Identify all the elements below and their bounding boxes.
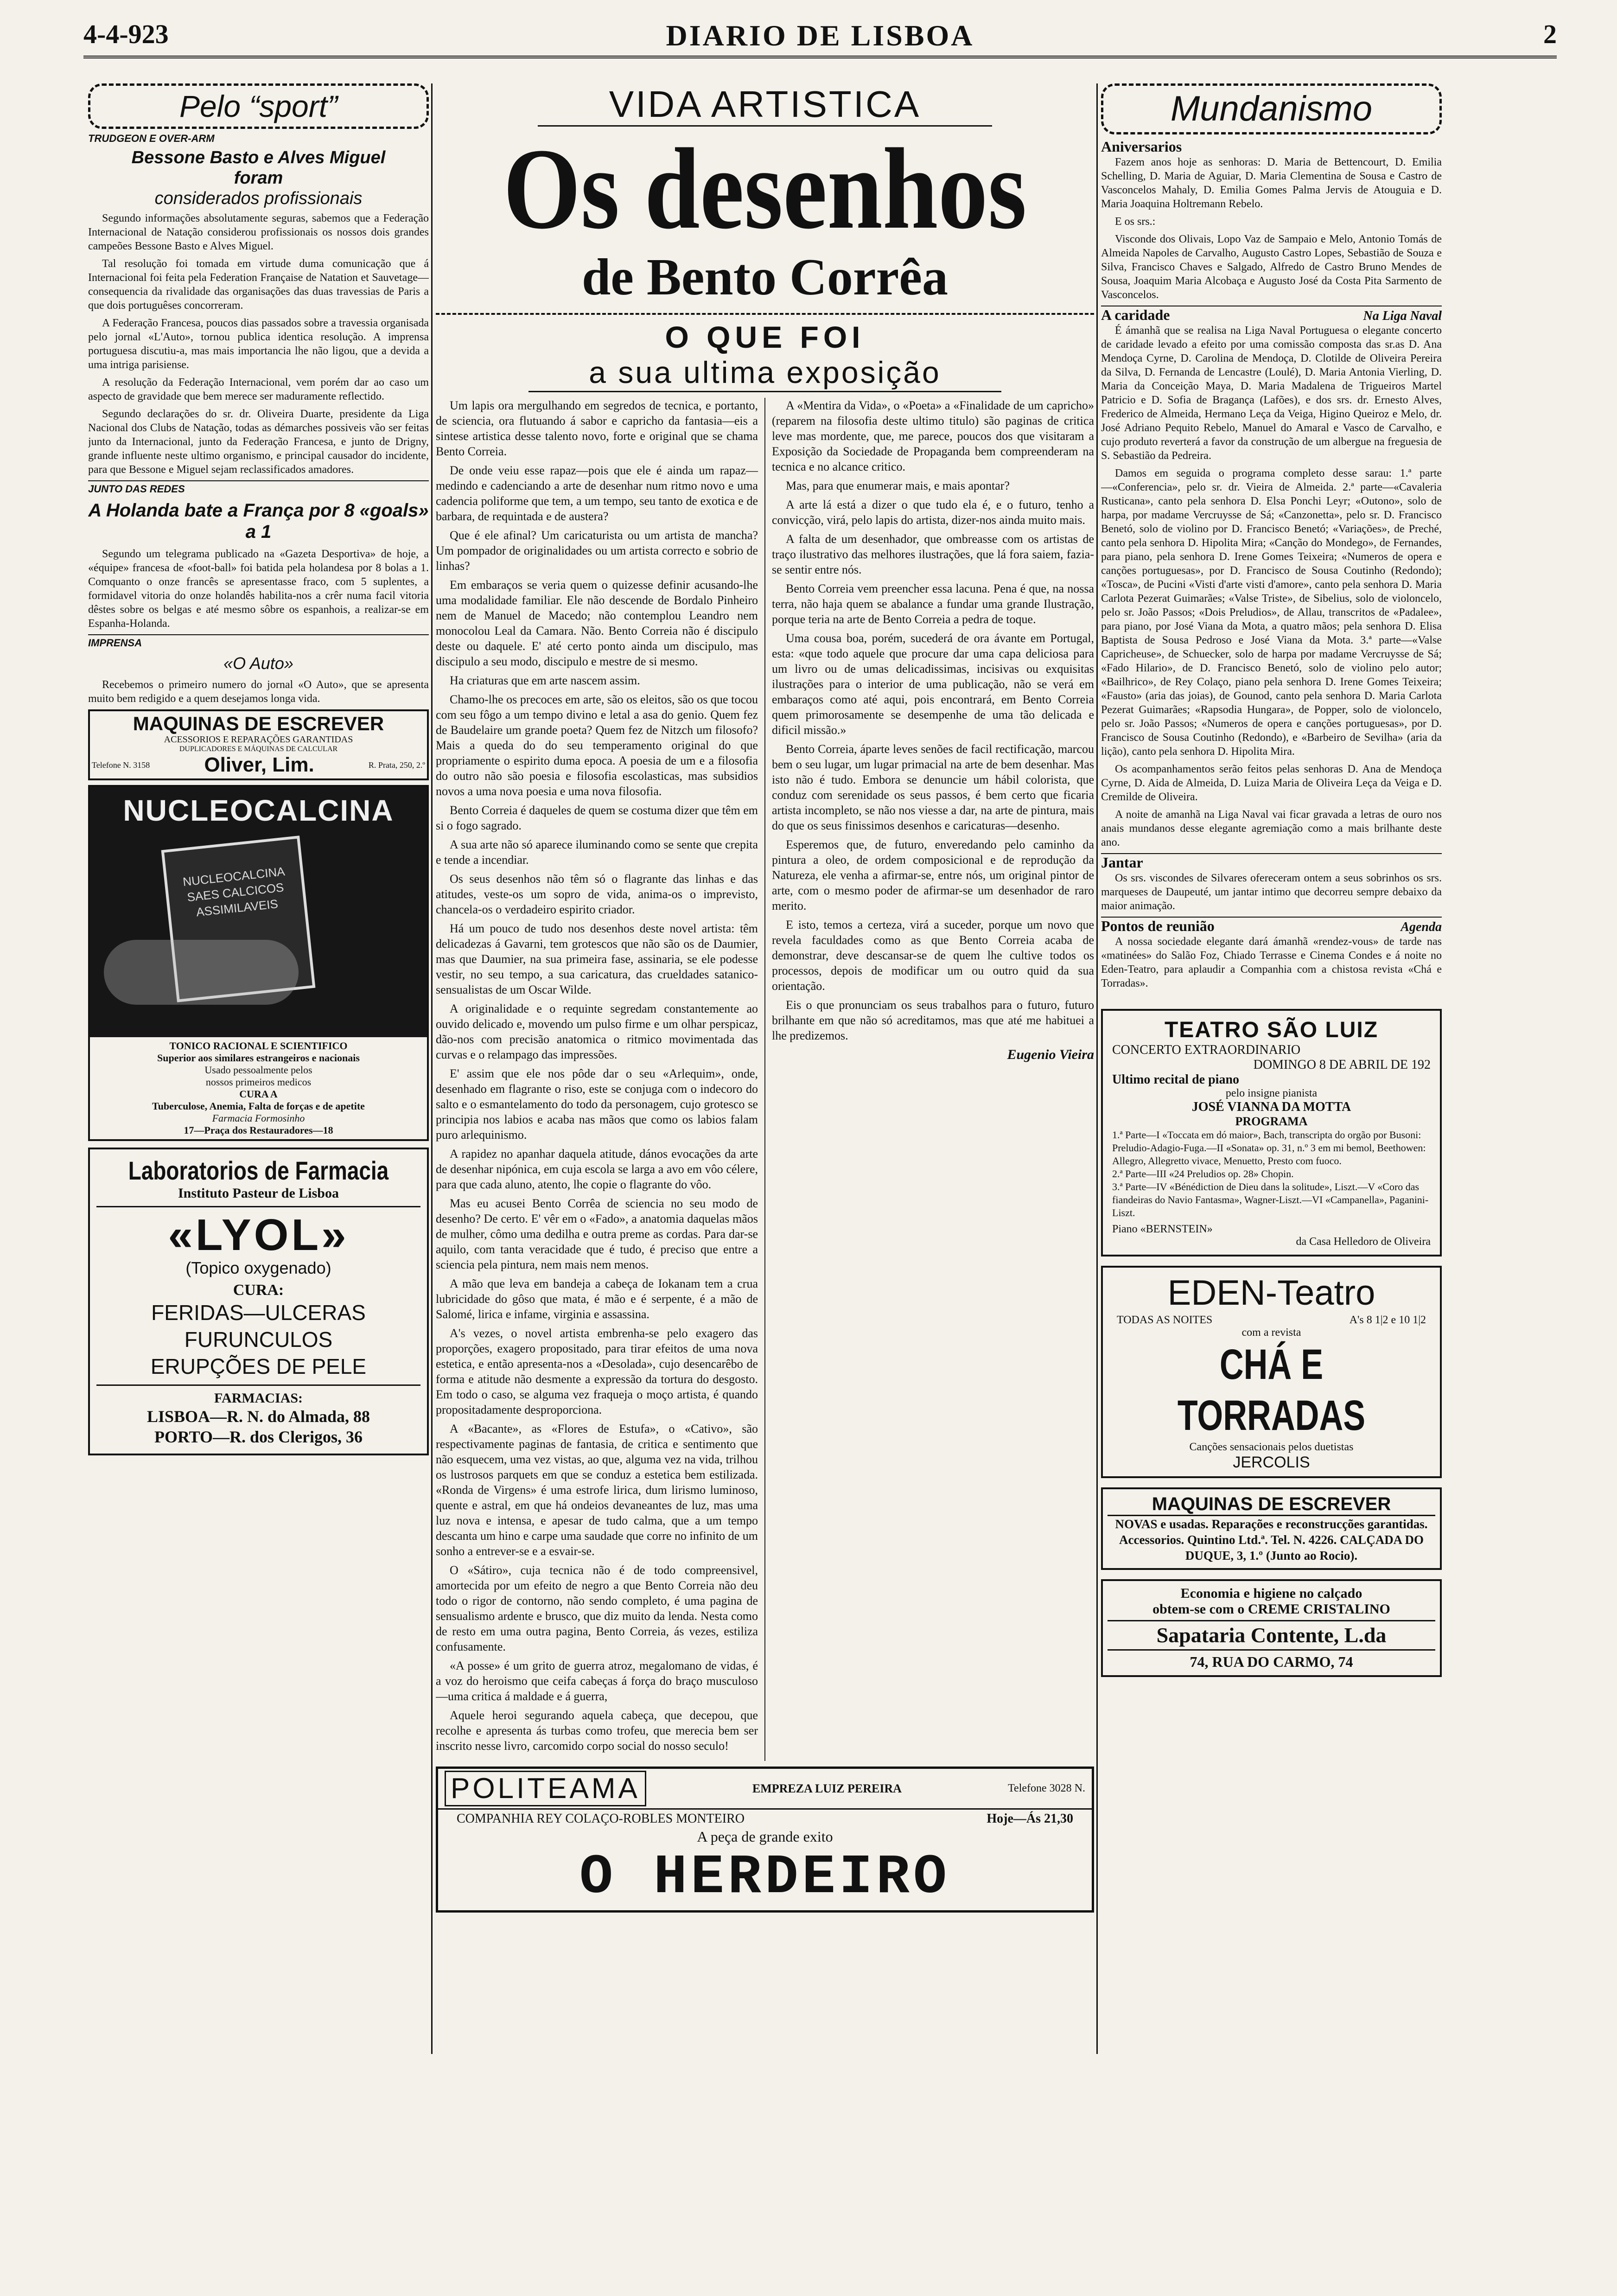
- ad-line: Ultimo recital de piano: [1112, 1072, 1240, 1087]
- subheading: Jantar: [1101, 853, 1442, 871]
- column-rule: [1096, 83, 1098, 2054]
- article-body: [436, 398, 1094, 1761]
- issue-date: 4-4-923: [83, 19, 169, 49]
- ad-title: TEATRO SÃO LUIZ: [1164, 1018, 1379, 1042]
- ad-line: Hoje—Ás 21,30: [987, 1811, 1073, 1826]
- ad-line: obtem-se com o CREME CRISTALINO: [1152, 1601, 1390, 1617]
- paragraph: Recebemos o primeiro numero do jornal «O Auto», que se apresenta muito bem redigido e a quem desejamos longa vida.: [88, 679, 429, 705]
- product-desc: (Topico oxygenado): [185, 1258, 331, 1277]
- lyol-ad: [88, 1148, 429, 1455]
- paragraph: A sua arte não só aparece iluminando como se sente que crepita e tende a incendiar.: [436, 838, 758, 867]
- paragraph: Uma cousa boa, porém, sucederá de ora ávante em Portugal, esta: «que todo aquele que procure dar uma capa deliciosa para um livro ou de umas delicadissimas, incisivas ou exquisitas ilustrações para o interior de uma publicação, não se verá em embaraços como até aqui, pois encontrará, em Bento Correia quem primorosamente se desempenhe de uma tão delicada e dificil missão.»: [772, 631, 1094, 737]
- paragraph: Em embaraços se veria quem o quizesse definir acusando-lhe uma modalidade familiar. Ele não descende de Bordalo Pinheiro nem de Manuel de Macedo; não contemplou Leandro nem monocolou Leal da Camara. Não. Bento Correia não é discipulo deste ou daquele. E' até certo ponto ainda um discipulo, mas discipulo a seu modo, discipulo e mestre de si mesmo.: [436, 578, 758, 668]
- ad-line: ERUPÇÕES DE PELE: [150, 1354, 367, 1378]
- paragraph: E isto, temos a certeza, virá a suceder, porque um novo que revela faculdades como as que Bento Correia acaba de demonstrar, deve descansar-se de quem lhe cultive todos os processos, depois de modificar um ou outro quid da sua orientação.: [772, 918, 1094, 993]
- paragraph: Os srs. viscondes de Silvares ofereceram ontem a seus sobrinhos os srs. marqueses de Daupeuté, um jantar intimo que decorreu sempre debaixo da maior animação.: [1101, 872, 1442, 912]
- ad-subtitle: Instituto Pasteur de Lisboa: [178, 1186, 339, 1201]
- paragraph: Mas eu acusei Bento Corrêa de sciencia no seu modo de desenho? De certo. E' vêr em o «Fado», a anatomia daquelas mãos de mulher, cômo uma dedilha e outra preme as cordas. Para dar-se aquilo, com tanta veracidade que é tudo, é preciso que entre a sciencia pela pintura, nem mais nem menos.: [436, 1197, 758, 1271]
- ad-line: LISBOA—R. N. do Almada, 88: [146, 1407, 370, 1426]
- ad-address: R. Prata, 250, 2.º: [368, 760, 425, 770]
- hand-shape: [104, 940, 299, 1005]
- headline-line: foram: [234, 168, 283, 188]
- paragraph: A «Mentira da Vida», o «Poeta» a «Finalidade de um capricho» (reparem na filosofia deste ultimo titulo) são paginas de critica leve mas mordente, que, me parece, poucos dos que visitaram a Exposição da Sociedade de Propaganda bem compreenderam na tecnica e no alcance critico.: [772, 399, 1094, 473]
- ad-title: MAQUINAS DE ESCREVER: [133, 713, 384, 734]
- ad-line: TONICO RACIONAL E SCIENTIFICO: [169, 1040, 348, 1052]
- headline-line: considerados profissionais: [154, 189, 363, 208]
- paragraph: A arte lá está a dizer o que tudo ela é, e o futuro, tenho a convicção, virá, pelo lapis do artista, dizer-nos ainda muito mais.: [772, 498, 1094, 527]
- headline: «O Auto»: [223, 654, 293, 673]
- play-title: O HERDEIRO: [579, 1846, 951, 1909]
- ad-title: Laboratorios de Farmacia: [128, 1156, 389, 1185]
- ad-line: Piano «BERNSTEIN»: [1112, 1223, 1213, 1235]
- paragraph: Segundo um telegrama publicado na «Gazeta Desportiva» de hoje, a «équipe» francesa de «foot-ball» foi batida pela holandesa por 8 bolas a 1. Comquanto o onze francês se apresentasse fraco, com 5 suplentes, a formidavel vitoria do onze holandês habilita-nos a crêr numa facil vitoria dêstes sobre os belgas e até mesmo sôbre os espanhois, a realizar-se em Espanha-Holanda.: [88, 548, 429, 630]
- paragraph: Tal resolução foi tomada em virtude duma comunicação que á Internacional foi feita pela Federation Française de Natation et Sauvetage—consequencia da rivalidade das organisações das duas travessias de Paris a que dois portuguêses concorreram.: [88, 258, 429, 312]
- paragraph: O «Sátiro», cuja tecnica não é de todo compreensivel, amortecida por um efeito de negro a que Bento Correia não deu todo o rigor de contorno, não sendo completo, é uma pagina de sensualismo ardente e brusco, que diz muito da lenda. Nesta como de resto em uma outra pagina, Bento Correia, ás vezes, estiliza confusamente.: [436, 1563, 758, 1653]
- ad-line: 2.ª Parte—III «24 Preludios op. 28» Chopin.: [1112, 1168, 1294, 1180]
- ad-line: CURA A: [239, 1088, 278, 1100]
- headline: [88, 147, 429, 209]
- section-banner: [88, 83, 429, 129]
- ad-illustration: [90, 787, 427, 1037]
- ad-line: PROGRAMA: [1235, 1115, 1308, 1128]
- ad-line: 74, RUA DO CARMO, 74: [1190, 1653, 1353, 1670]
- ad-line: 17—Praça dos Restauradores—18: [184, 1124, 333, 1136]
- ad-line: EMPREZA LUIZ PEREIRA: [752, 1781, 902, 1795]
- paragraph: E' assim que ele nos pôde dar o seu «Arlequim», onde, desenhado em flagrante o riso, este se conjuga com o indecoro do salto e o esmantelamento do todo da personagem, cujo grotesco se principia nos labios e acaba nas mãos que como os labios falam puro arlequinismo.: [436, 1067, 758, 1142]
- byline: Eugenio Vieira: [1007, 1047, 1094, 1062]
- ad-line: PORTO—R. dos Clerigos, 36: [154, 1428, 363, 1446]
- article-body: [1101, 871, 1442, 913]
- ad-line: Usado pessoalmente pelos: [204, 1064, 312, 1076]
- ad-line: pelo insigne pianista: [1225, 1087, 1318, 1099]
- shoe-polish-ad: [1101, 1579, 1442, 1677]
- headline-line: Bessone Basto e Alves Miguel: [131, 148, 386, 167]
- subheading: Agenda: [1401, 920, 1442, 934]
- show-title: CHÁ E TORRADAS: [1177, 1341, 1366, 1439]
- ad-line: JOSÉ VIANNA DA MOTTA: [1191, 1100, 1351, 1114]
- paragraph: Os seus desenhos não têm só o flagrante das linhas e das atitudes, veste-os um sopro de vida, anima-os o imprevisto, chancela-os o verdadeiro espirito criador.: [436, 872, 758, 916]
- paragraph: De onde veiu esse rapaz—pois que ele é ainda um rapaz—medindo e cadenciando a arte de desenhar num ritmo novo e uma cadencia poliforme que tem, a um tempo, seu tanto de exotica e de barbara, de requintada e de austera?: [436, 464, 758, 523]
- ad-line: Superior aos similares estrangeiros e nacionais: [157, 1052, 360, 1064]
- column-rule: [431, 83, 433, 2054]
- article-body: [1101, 155, 1442, 302]
- paragraph: A's vezes, o novel artista embrenha-se pelo exagero das proporções, exagero propositado, para tirar efeitos de uma nova estetica, e então apresenta-nos a «Desolada», cujo desencarêbo de forma e atitude não desmente a expressão da tortura do desgosto. Em todo o caso, se alguma vez fraqueja o moço artista, é quando propositadamente desproporciona.: [436, 1327, 758, 1416]
- ad-title: EDEN-Teatro: [1167, 1273, 1375, 1313]
- ad-line: 3.ª Parte—IV «Bénédiction de Dieu dans la solitude», Liszt.—V «Coro das fiandeiras do Navio Fantasma», Wagner-Liszt.—VI «Campanella», Paganini-Liszt.: [1112, 1181, 1429, 1218]
- paragraph: Há um pouco de tudo nos desenhos deste novel artista: têm delicadezas á Gavarni, tem grotescos que não são os de Daumier, mas que Daumier, na sua primeira fase, assinaria, se ele podesse vestir, no seu tempo, a sua caricatura, das crueldades satanico-sensualistas de um Oscar Wilde.: [436, 922, 758, 996]
- article-body: [1101, 324, 1442, 849]
- ad-title: NUCLEOCALCINA: [123, 794, 394, 827]
- typewriter-ad: [88, 709, 429, 780]
- eden-teatro-ad: [1101, 1266, 1442, 1478]
- store-name: Sapataria Contente, L.da: [1108, 1620, 1435, 1651]
- deck: O QUE FOI: [665, 320, 865, 354]
- ad-phone: Telefone 3028 N.: [1008, 1782, 1085, 1794]
- ad-line: com a revista: [1241, 1327, 1301, 1339]
- ad-line: ACESSORIOS E REPARAÇÕES GARANTIDAS: [164, 734, 353, 745]
- society-column: [1101, 83, 1442, 2054]
- subheading: Pontos de reunião: [1101, 918, 1215, 934]
- sao-luiz-ad: [1101, 1009, 1442, 1256]
- paragraph: A falta de um desenhador, que ombreasse com os artistas de traço ilustrativo das melhores ilustrações, que lá fora saiem, fazia-se sentir entre nós.: [772, 532, 1094, 576]
- paragraph: Fazem anos hoje as senhoras: D. Maria de Bettencourt, D. Emilia Schelling, D. Maria de Aguiar, D. Maria Clementina de Sousa e Castro de Vasconcelos Mahaly, D. Emilia Gomes Palma Jervis de Atouguia e D. Maria Joaquina Holtremann Rebelo.: [1101, 156, 1442, 210]
- paragraph: E os srs.:: [1115, 216, 1156, 228]
- ad-title: MAQUINAS DE ESCREVER: [1108, 1494, 1435, 1516]
- section-title: VIDA ARTISTICA: [538, 83, 992, 127]
- subheading: Na Liga Naval: [1363, 309, 1442, 323]
- paragraph: Eis o que pronunciam os seus trabalhos para o futuro, futuro brilhante em que não só acreditamos, mas que até me habituei a lhe predizemos.: [772, 998, 1094, 1042]
- theater-name: POLITEAMA: [445, 1771, 646, 1806]
- kicker: TRUDGEON E OVER-ARM: [88, 133, 215, 144]
- subheading: A caridade: [1101, 306, 1170, 323]
- ad-line: Tuberculose, Anemia, Falta de forças e de apetite: [152, 1100, 365, 1112]
- paragraph: Aquele heroi segurando aquela cabeça, que decepou, que recolhe e apresenta ás turbas como trofeu, que merecia bem ser inscrito nesse livro, carcomido corpo social do nosso seculo!: [436, 1709, 758, 1753]
- nucleocalcina-ad: [88, 785, 429, 1141]
- ad-line: Canções sensacionais pelos duetistas: [1189, 1441, 1354, 1453]
- paragraph: A «Bacante», as «Flores de Estufa», o «Cativo», são respectivamente paginas de fantasia, de critica e sentimento que não esquecem, uma vez vistas, ao que, alguma vez na vida, trilhou os lustrosos parquets em que se conduz a estetica bem estilizada. «Ronda de Virgens» é uma estrofe lirica, dum lirismo luminoso, quente e astral, em que há ondeios devaneantes de luz, mas uma luz nova e intensa, e apesar de tudo calma, que a um tempo descanta um hino e carpe uma saudade que corre no infinito de um sonho a entrever-se e a esvair-se.: [436, 1422, 758, 1558]
- paragraph: Que é ele afinal? Um caricaturista ou um artista de mancha? Um pompador de originalidades ou um artista correcto e sobrio de linhas?: [436, 529, 758, 573]
- ad-line: FARMACIAS:: [214, 1390, 303, 1406]
- article-body: [88, 547, 429, 631]
- paragraph: Segundo informações absolutamente seguras, sabemos que a Federação Internacional de Natação considerou profissionais os nossos dois grandes campeões Bessone Basto e Alves Miguel.: [88, 212, 429, 252]
- paragraph: Mas, para que enumerar mais, e mais apontar?: [786, 479, 1010, 492]
- paragraph: Visconde dos Olivais, Lopo Vaz de Sampaio e Melo, Antonio Tomás de Almeida Napoles de Carvalho, Augusto Castro Lopes, Sebastião de Souza e Silva, Francisco Chaves e Salgado, Alfredo de Castro Bruno Mendes de Sousa, Joaquim Maria Alcobaça e Augusto José da Costa Pita Sarmento de Vasconcelos.: [1101, 233, 1442, 301]
- newspaper-title: DIARIO DE LISBOA: [666, 19, 974, 52]
- paragraph: «A posse» é um grito de guerra atroz, megalomano de vidas, é a voz do heroismo que ceifa cabeças á força do braço musculoso—uma critica á maldade e á guerra,: [436, 1659, 758, 1703]
- ad-line: Farmacia Formosinho: [212, 1112, 305, 1124]
- paragraph: Chamo-lhe os precoces em arte, são os eleitos, são os que tocou com seu fôgo a um tempo divino e letal a asa do genio. Quem fez de Baudelaire um grande poeta? Quem fez de Nitzch um filosofo? Mais a queda do do seu temperamento original do que propriamente o espirito duma epoca. A poesia de um e a filosofia do outro não são poesia e filosofia escolasticas, mas subsidios novos a uma nova poesia e uma nova filosofia.: [436, 693, 758, 798]
- ad-line: DOMINGO 8 DE ABRIL DE 192: [1253, 1058, 1431, 1072]
- ad-line: TODAS AS NOITES: [1117, 1314, 1213, 1326]
- ad-line: A's 8 1|2 e 10 1|2: [1349, 1314, 1426, 1326]
- paragraph: Esperemos que, de futuro, enveredando pelo caminho da pintura a oleo, de ordem composicional e de reprodução da Natureza, ele venha a afirmar-se, entre nós, um original pintor de arte, com o mesmo poder de afirmar-se um desenhador de raro merito.: [772, 838, 1094, 912]
- ad-line: DUPLICADORES E MÁQUINAS DE CALCULAR: [179, 745, 338, 753]
- typewriter-ad-2: [1101, 1487, 1442, 1570]
- product-box: NUCLEOCALCINA SAES CALCICOS ASSIMILAVEIS: [161, 835, 316, 1002]
- deck: a sua ultima exposição: [528, 354, 1001, 392]
- ad-line: Economia e higiene no calçado: [1180, 1586, 1362, 1601]
- product-name: «LYOL»: [168, 1210, 349, 1260]
- section-banner: [1101, 83, 1442, 134]
- paragraph: Bento Correia, áparte leves senões de facil rectificação, marcou bem o seu lugar, um lugar primacial na arte de bem desenhar. Mas isto não é tudo. Embora se denuncie um hábil colorista, que conduz com serenidade os seus passos, é bem certo que ficaria artista incompleto, se não nos viesse a dar, na arte de pintura, mais do que os seus finissimos desenhos e caricaturas—desenho.: [772, 742, 1094, 832]
- ad-line: A peça de grande exito: [697, 1828, 833, 1845]
- paragraph: A nossa sociedade elegante dará ámanhã «rendez-vous» de tarde nas «matinées» do Salão Foz, Chiado Terrasse e Cinema Condes e á noite no Eden-Teatro, para aplaudir a Companhia com a chistosa revista «Chá e Torradas».: [1101, 936, 1442, 989]
- section-title: Pelo “sport”: [179, 89, 338, 123]
- paragraph: A noite de amanhã na Liga Naval vai ficar gravada a letras de ouro nos anais mundanos desse elegante agremiação como a mais brilhante deste ano.: [1101, 809, 1442, 848]
- section-title: Mundanismo: [1170, 89, 1373, 128]
- page-number: 2: [1543, 19, 1557, 49]
- paragraph: Bento Correia é daqueles de quem se costuma dizer que têm em si o fogo sagrado.: [436, 804, 758, 832]
- ad-line: COMPANHIA REY COLAÇO-ROBLES MONTEIRO: [457, 1811, 745, 1826]
- paragraph: A rapidez no apanhar daquela atitude, dános evocações da arte de desenhar nipónica, em cuja escola se larga a avo em vôo célere, para que cada aluno, atento, lhe copie o flagrante do vôo.: [436, 1147, 758, 1191]
- paragraph: Damos em seguida o programa completo desse sarau: 1.ª parte—«Conferencia», pelo sr. dr. Vieira de Almeida. 2.ª parte—«Cavaleria Rusticana», canto pela senhora D. Elsa Ponchi Leyr; «Outono», solo de harpa, por madame Vercruysse de Sá; «Canzonetta», pelo sr. D. Francisco Benetó, solo de violino por D. Francisco Benetó; «Variações», de Preché, canto pela senhora D. Hipolita Mira; «Canção do Mondego», de Fernandes, para piano, pela senhora D. Irene Gomes Teixeira; «Numeros de opera e canções portuguesas», por D. Francisco de Sousa Coutinho (Redondo); «Tosca», de Pucini «Visti d'arte visti d'amore», canto pela senhora D. Maria Carlota Pezerat Guimarães; «Valse Triste», de Sibelius, solo de violoncelo, pelo sr. João Passos; «Dois Preludios», de Allau, transcritos de «Padalee», para piano, por José Viana da Mota, a quatro mãos; pela senhora D. Elisa Baptista de Sousa Pedroso e José Viana da Mota. 3.ª parte—«Valse Capricheuse», de Schuecker, solo de harpa por madame Vercruysse de Sá; «Fado Hilario», de D. Francisco Benetó, solo de violino pelo autor; «Bailhrico», de Rey Colaço, piano pela senhora D. Irene Gomes Teixeira; «Fausto» (aria das joias), de Gounod, canto pela senhora D. Maria Carlota Pezerat Guimarães; «Rapsodia Hungara», de Popper, solo de violoncelo, pelo sr. João Passos; «Numeros de opera e canções portuguesas», por D. Francisco de Sousa Coutinho (Redondo), e «Barbeiro de Sevilha» (aria da lição), canto pela senhora D. Hipolita Mira.: [1101, 467, 1442, 758]
- subheadline: de Bento Corrêa: [581, 249, 948, 306]
- paragraph: A mão que leva em bandeja a cabeça de Iokanam tem a crua lubricidade do gôso que mata, é mão e é serpente, é a mão de Salomé, lirica e infame, virginia e assassina.: [436, 1277, 758, 1321]
- paragraph: É ámanhã que se realisa na Liga Naval Portuguesa o elegante concerto de caridade levado a efeito por uma comissão composta das sr.as D. Ana Mendoça Cyrne, D. Carolina de Mendoça, D. Clotilde de Oliveira Pereira da Silva, D. Fernanda de Lencastre (Loulé), D. Maria Antonia Vierling, D. Maria da Conceição Maya, D. Maria Madalena de Trigueiros Martel Patricio e D. Sofia de Bragança (Lafões), e dos srs. dr. Ernesto Alves, Frederico de Almeida, Hermano Leça da Veiga, Higino Queiroz e Melo, dr. José Adriano Pequito Rebelo, Manuel do Amaral e Vasco de Carvalho, e cujo produto reverterá a favor da construção de um albergue na freguesia de S. Sebastião da Pedreira.: [1101, 325, 1442, 462]
- paragraph: A Federação Francesa, poucos dias passados sobre a travessia organisada pelo jornal «L'Auto», tornou publica identica resolução. A imprensa portuguesa discutiu-a, mas mais importancia lhe não ligou, que a devida a uma intriga parisiense.: [88, 317, 429, 371]
- ad-line: FURUNCULOS: [184, 1327, 333, 1352]
- paragraph: Segundo declarações do sr. dr. Oliveira Duarte, presidente da Liga Nacional dos Clubs de Natação, todas as démarches possiveis vão ser feitas junto da Internacional, junto da Federação Francesa, e junto de Drigny, grande influente neste ultimo organismo, e principal causador do incidente, para que Bessone e Miguel sejam reclassificados amadores.: [88, 408, 429, 476]
- paragraph: Bento Correia vem preencher essa lacuna. Pena é que, na nossa terra, não haja quem se abalance a fundar uma grande Ilustração, porque teria na arte de Bento Correia a pedra de toque.: [772, 582, 1094, 626]
- ad-line: CURA:: [233, 1282, 284, 1299]
- ad-line: NOVAS e usadas. Reparações e reconstrucções garantidas. Accessorios. Quintino Ltd.ª. Tel. N. 4226. CALÇADA DO DUQUE, 3, 1.º (Junto ao Rocio).: [1115, 1517, 1428, 1563]
- subheading: Aniversarios: [1101, 138, 1182, 155]
- article-body: [1101, 935, 1442, 990]
- headline: A Holanda bate a França por 8 «goals» a 1: [88, 500, 429, 542]
- politeama-ad: [436, 1767, 1094, 1913]
- article-body: [88, 678, 429, 706]
- article-body: [88, 211, 429, 477]
- ad-line: CONCERTO EXTRAORDINARIO: [1112, 1043, 1301, 1057]
- ad-line: nossos primeiros medicos: [205, 1076, 312, 1088]
- page-header: [83, 19, 1557, 58]
- ad-phone: Telefone N. 3158: [92, 760, 150, 770]
- ad-line: JERCOLIS: [1233, 1454, 1310, 1471]
- paragraph: A resolução da Federação Internacional, vem porém dar ao caso um aspecto de gravidade que bem merece ser maduramente reflectido.: [88, 376, 429, 402]
- ad-line: 1.ª Parte—I «Toccata em dó maior», Bach, transcripta do orgão por Busoni: Preludio-Adagio-Fuga.—II «Sonata» op. 31, n.º 3 em mi bemol, Beethowen: Allegro, Allegretto vivace, Menuetto, Presto com fuoco.: [1112, 1129, 1426, 1167]
- kicker: IMPRENSA: [88, 634, 429, 649]
- paragraph: Ha criaturas que em arte nascem assim.: [450, 674, 640, 687]
- ad-brand: Oliver, Lim.: [204, 753, 314, 776]
- paragraph: Um lapis ora mergulhando em segredos de tecnica, e portanto, de sciencia, ora flutuando á sabor e capricho da fantasia—eis a sintese artistica desse talento novo, forte e original que se chama Bento Correia.: [436, 399, 758, 458]
- headline: Os desenhos: [503, 125, 1027, 253]
- paragraph: A originalidade e o requinte segredam constantemente ao ouvido delicado e, movendo um pulso firme e um olhar perspicaz, dão-nos com precisão anatomica o ritmico movimentada das curvas e o relampago das impressões.: [436, 1002, 758, 1061]
- kicker: JUNTO DAS REDES: [88, 480, 429, 495]
- paragraph: Os acompanhamentos serão feitos pelas senhoras D. Ana de Mendoça Cyrne, D. Aida de Almeida, D. Luiza Maria de Oliveira Leça da Veiga e D. Cremilde de Oliveira.: [1101, 763, 1442, 803]
- sport-column: [88, 83, 429, 2054]
- art-column: [436, 83, 1094, 2054]
- ad-line: da Casa Helledoro de Oliveira: [1296, 1236, 1431, 1248]
- ad-line: FERIDAS—ULCERAS: [151, 1301, 366, 1325]
